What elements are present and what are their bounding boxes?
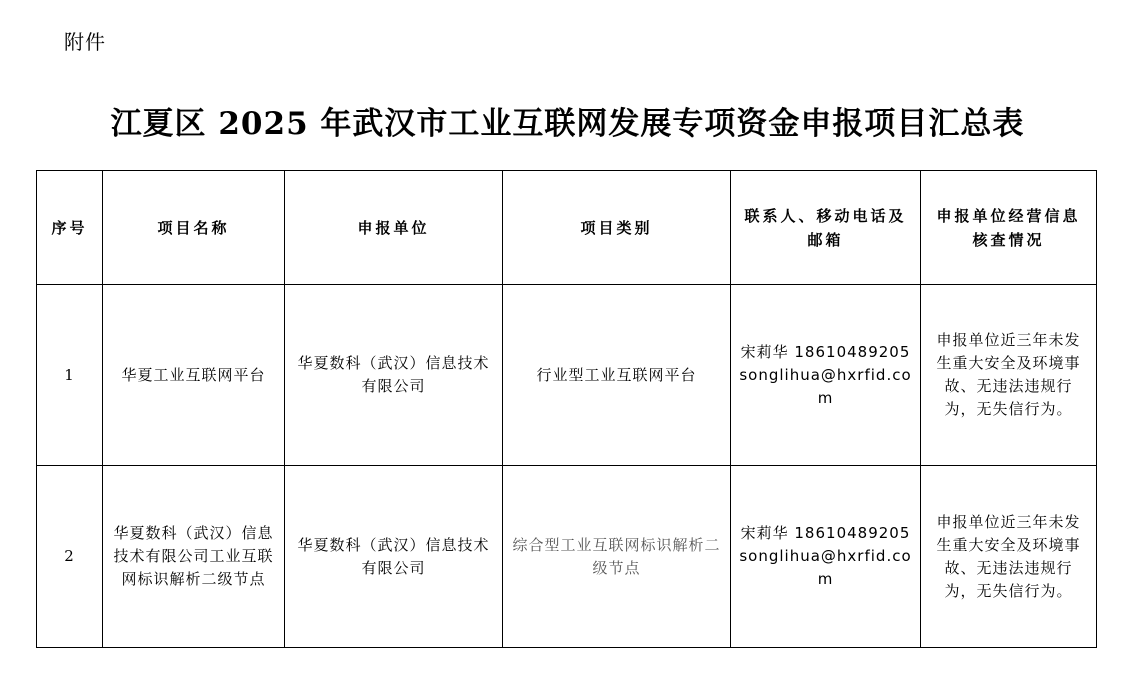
column-header-category: 项目类别 bbox=[503, 171, 731, 285]
column-header-project-name: 项目名称 bbox=[103, 171, 285, 285]
contact-email: songlihua@hxrfid.com bbox=[739, 365, 912, 407]
cell-applicant: 华夏数科（武汉）信息技术有限公司 bbox=[285, 466, 503, 648]
contact-name-phone: 宋莉华 18610489205 bbox=[740, 342, 911, 361]
cell-project-name: 华夏工业互联网平台 bbox=[103, 285, 285, 466]
table-row bbox=[37, 466, 1097, 648]
column-header-applicant: 申报单位 bbox=[285, 171, 503, 285]
cell-category: 行业型工业互联网平台 bbox=[503, 285, 731, 466]
column-header-contact: 联系人、移动电话及邮箱 bbox=[731, 171, 921, 285]
table-row bbox=[37, 285, 1097, 466]
cell-project-name: 华夏数科（武汉）信息技术有限公司工业互联网标识解析二级节点 bbox=[103, 466, 285, 648]
cell-check-result: 申报单位近三年未发生重大安全及环境事故、无违法违规行为，无失信行为。 bbox=[921, 285, 1097, 466]
cell-category: 综合型工业互联网标识解析二级节点 bbox=[503, 466, 731, 648]
cell-seq: 1 bbox=[37, 285, 103, 466]
column-header-seq: 序号 bbox=[37, 171, 103, 285]
attachment-label: 附件 bbox=[64, 30, 106, 54]
page-title: 江夏区 2025 年武汉市工业互联网发展专项资金申报项目汇总表 bbox=[110, 106, 1025, 142]
cell-seq: 2 bbox=[37, 466, 103, 648]
contact-email: songlihua@hxrfid.com bbox=[739, 547, 912, 588]
cell-contact bbox=[731, 285, 921, 466]
column-header-check: 申报单位经营信息核查情况 bbox=[921, 171, 1097, 285]
cell-applicant: 华夏数科（武汉）信息技术有限公司 bbox=[285, 285, 503, 466]
cell-contact bbox=[731, 466, 921, 648]
table-header-row bbox=[37, 171, 1097, 285]
cell-check-result: 申报单位近三年未发生重大安全及环境事故、无违法违规行为，无失信行为。 bbox=[921, 466, 1097, 648]
summary-table bbox=[36, 170, 1097, 648]
contact-name-phone: 宋莉华 18610489205 bbox=[740, 524, 911, 542]
